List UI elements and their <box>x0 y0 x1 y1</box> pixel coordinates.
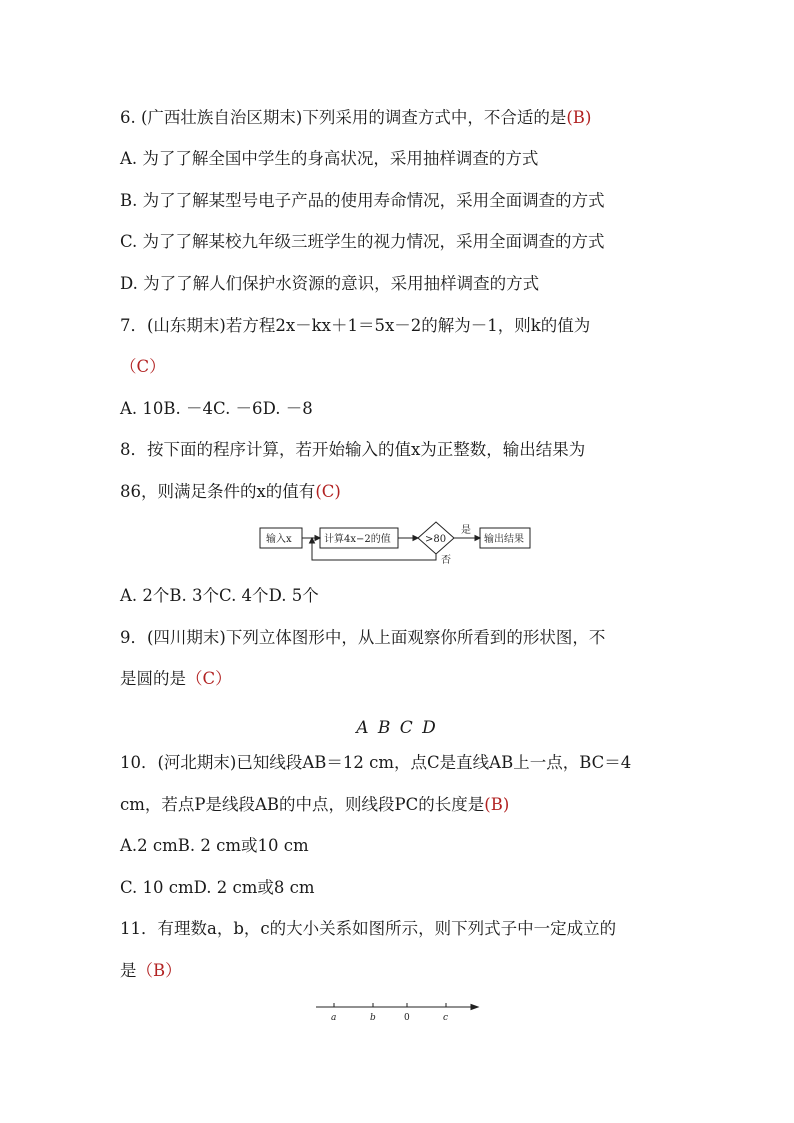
q6-option-a: A. 为了了解全国中学生的身高状况，采用抽样调查的方式 <box>120 149 539 168</box>
label-a: a <box>331 1013 337 1023</box>
q7-option-b: B. －4 <box>163 399 214 418</box>
q10-option-b: B. 2 cm或10 cm <box>177 836 309 855</box>
q11-stem-line1: 11．有理数a，b，c的大小关系如图所示，则下列式子中一定成立的 <box>120 919 617 938</box>
flow-compute-label: 计算4x−2的值 <box>324 534 391 545</box>
q7-option-d: D. －8 <box>262 399 313 418</box>
q8-options <box>120 585 684 607</box>
q10-answer: (B) <box>484 795 510 814</box>
q9-stem-line1: 9．(四川期末)下列立体图形中，从上面观察你所看到的形状图，不 <box>120 628 606 647</box>
q8-answer: (C) <box>315 482 341 501</box>
q7-options <box>120 398 684 420</box>
flow-arrowhead-3 <box>475 536 480 541</box>
q6-stem-text: 6. (广西壮族自治区期末)下列采用的调查方式中，不合适的是 <box>120 108 567 127</box>
q7-option-a: A. 10 <box>120 399 164 418</box>
q10-option-d: D. 2 cm或8 cm <box>193 878 315 897</box>
q8-flowchart <box>258 516 538 566</box>
q8-stem-line1: 8．按下面的程序计算，若开始输入的值x为正整数，输出结果为 <box>120 440 586 459</box>
q9-stem-line2 <box>120 668 684 690</box>
q9-figure-labels: A B C D <box>356 718 438 738</box>
q10-option-c: C. 10 cm <box>120 878 194 897</box>
numberline-arrowhead <box>471 1005 478 1010</box>
q8-stem-text: 86，则满足条件的x的值有 <box>120 482 316 501</box>
q9-stem-text: 是圆的是 <box>120 669 186 688</box>
q10-stem-text: cm，若点P是线段AB的中点，则线段PC的长度是 <box>120 795 485 814</box>
q8-option-d: D. 5个 <box>268 586 319 605</box>
flow-output-label: 输出结果 <box>484 534 524 545</box>
flow-input-label: 输入x <box>266 534 292 545</box>
q7-option-c: C. －6 <box>213 399 263 418</box>
flow-yes-label: 是 <box>461 525 471 536</box>
q8-option-c: C. 4个 <box>219 586 269 605</box>
q6-answer: (B) <box>566 108 592 127</box>
label-c: c <box>443 1013 449 1023</box>
label-b: b <box>370 1013 376 1023</box>
q6-option-c: C. 为了了解某校九年级三班学生的视力情况，采用全面调查的方式 <box>120 232 605 251</box>
q7-stem: 7．(山东期末)若方程2x－kx＋1＝5x－2的解为－1，则k的值为 <box>120 316 591 335</box>
q10-option-a: A.2 cm <box>120 836 178 855</box>
q6-option-d: D. 为了了解人们保护水资源的意识，采用抽样调查的方式 <box>120 274 540 293</box>
q10-stem-line1: 10．(河北期末)已知线段AB＝12 cm，点C是直线AB上一点，BC＝4 <box>120 753 632 772</box>
flow-loop-arrowhead <box>310 538 315 543</box>
q6-option-b: B. 为了了解某型号电子产品的使用寿命情况，采用全面调查的方式 <box>120 191 605 210</box>
q9-answer: （C） <box>186 669 232 688</box>
q11-stem-line2 <box>120 960 684 982</box>
q8-stem-line2 <box>120 481 684 503</box>
q6-stem <box>120 107 684 129</box>
label-zero: 0 <box>404 1013 410 1023</box>
flow-arrowhead-1 <box>315 536 320 541</box>
q8-option-b: B. 3个 <box>169 586 220 605</box>
q11-number-line <box>310 998 485 1024</box>
flow-no-label: 否 <box>441 555 451 566</box>
q10-options-row1 <box>120 835 684 857</box>
q7-answer: （C） <box>120 357 166 376</box>
q11-answer: （B） <box>136 961 182 980</box>
q11-stem-text: 是 <box>120 961 137 980</box>
q10-stem-line2 <box>120 794 684 816</box>
q8-option-a: A. 2个 <box>120 586 170 605</box>
q7-answer-line <box>120 356 684 378</box>
q10-options-row2 <box>120 877 684 899</box>
flow-condition-label: >80 <box>425 534 447 545</box>
